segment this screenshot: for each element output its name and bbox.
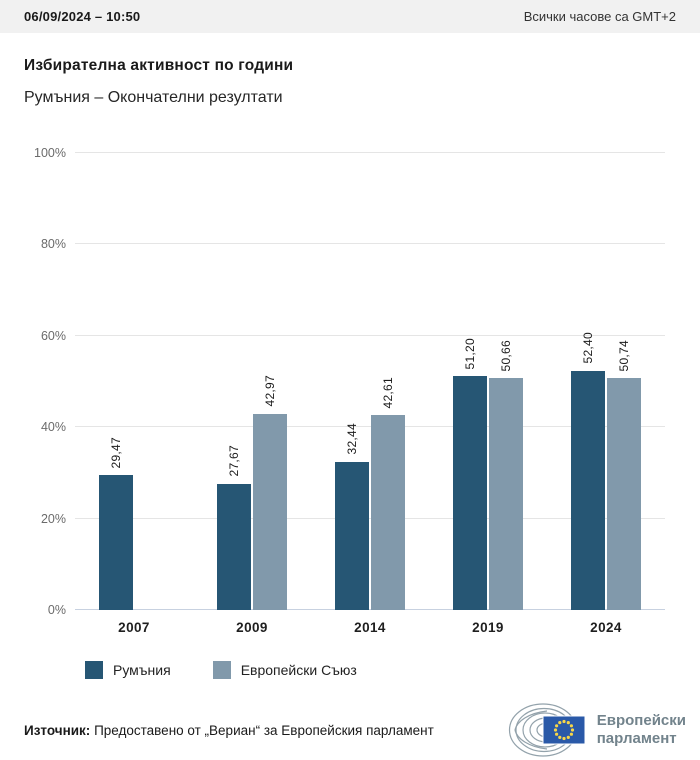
legend-swatch <box>85 661 103 679</box>
y-tick-label: 100% <box>34 146 66 160</box>
bar-slot <box>489 340 523 610</box>
page-title: Избирателна активност по години <box>24 57 294 74</box>
bar-Европейски Съюз <box>607 378 641 610</box>
european-parliament-logo <box>505 701 686 759</box>
header <box>0 33 700 107</box>
legend-label: Европейски Съюз <box>240 662 357 678</box>
bar-Румъния <box>99 475 133 610</box>
bar-Румъния <box>571 371 605 610</box>
legend-swatch <box>213 661 231 679</box>
topbar <box>0 0 700 33</box>
bar-slot <box>99 437 133 610</box>
bar-group-2007 <box>75 153 193 610</box>
bar-slot <box>571 332 605 610</box>
bar-value-label: 29,47 <box>109 436 123 469</box>
report-datetime: 06/09/2024 – 10:50 <box>24 9 141 24</box>
timezone-note: Всички часове са GMT+2 <box>523 9 676 24</box>
x-axis <box>75 610 665 635</box>
x-axis-label-2014: 2014 <box>354 620 386 635</box>
source-text: Предоставено от „Вериан“ за Европейския парламент <box>90 722 434 738</box>
x-axis-label-2019: 2019 <box>472 620 504 635</box>
bar-Европейски Съюз <box>489 378 523 610</box>
bar-slot <box>335 423 369 610</box>
plot-area <box>34 146 665 617</box>
y-tick-label: 60% <box>40 328 66 343</box>
bar-Европейски Съюз <box>371 415 405 610</box>
x-axis-label-2009: 2009 <box>236 620 268 635</box>
bar-slot <box>253 375 287 610</box>
y-tick-label: 0% <box>47 603 66 617</box>
bar-value-label: 52,40 <box>581 332 595 364</box>
bar-value-label: 42,97 <box>263 375 277 407</box>
x-axis-label-2024: 2024 <box>590 620 622 635</box>
turnout-bar-chart <box>0 146 700 635</box>
bar-Румъния <box>335 462 369 610</box>
y-tick-label: 40% <box>40 420 66 435</box>
footer <box>0 701 700 759</box>
bar-value-label: 27,67 <box>227 445 241 477</box>
bar-value-label: 50,74 <box>617 339 631 372</box>
bar-value-label: 50,66 <box>499 339 513 372</box>
bar-group-2009 <box>193 153 311 610</box>
bar-Румъния <box>217 484 251 610</box>
bar-slot <box>217 445 251 610</box>
bar-value-label: 32,44 <box>345 423 359 455</box>
legend-item <box>85 661 171 679</box>
bar-Румъния <box>453 376 487 610</box>
x-axis-label-2007: 2007 <box>118 620 150 635</box>
legend-label: Румъния <box>113 662 171 678</box>
bar-slot <box>453 338 487 611</box>
bar-Европейски Съюз <box>253 414 287 610</box>
ep-logo-text-line1: Европейски <box>596 712 686 730</box>
source-note <box>24 723 434 738</box>
bar-value-label: 42,61 <box>381 376 395 409</box>
bar-slot <box>607 340 641 610</box>
legend-item <box>213 661 357 679</box>
page-subtitle: Румъния – Окончателни резултати <box>24 89 283 106</box>
bar-group-2014 <box>311 153 429 610</box>
ep-logo-text-line2: парламент <box>596 730 677 747</box>
bar-groups <box>75 153 665 610</box>
bar-slot <box>371 377 405 610</box>
legend <box>85 661 700 679</box>
y-tick-label: 80% <box>40 237 66 252</box>
ep-hemicycle-flag-icon <box>505 701 589 759</box>
bar-group-2024 <box>547 153 665 610</box>
bar-value-label: 51,20 <box>463 337 477 370</box>
source-label: Източник: <box>24 722 91 738</box>
y-tick-label: 20% <box>40 511 66 526</box>
bar-group-2019 <box>429 153 547 610</box>
ep-logo-text <box>597 712 686 747</box>
